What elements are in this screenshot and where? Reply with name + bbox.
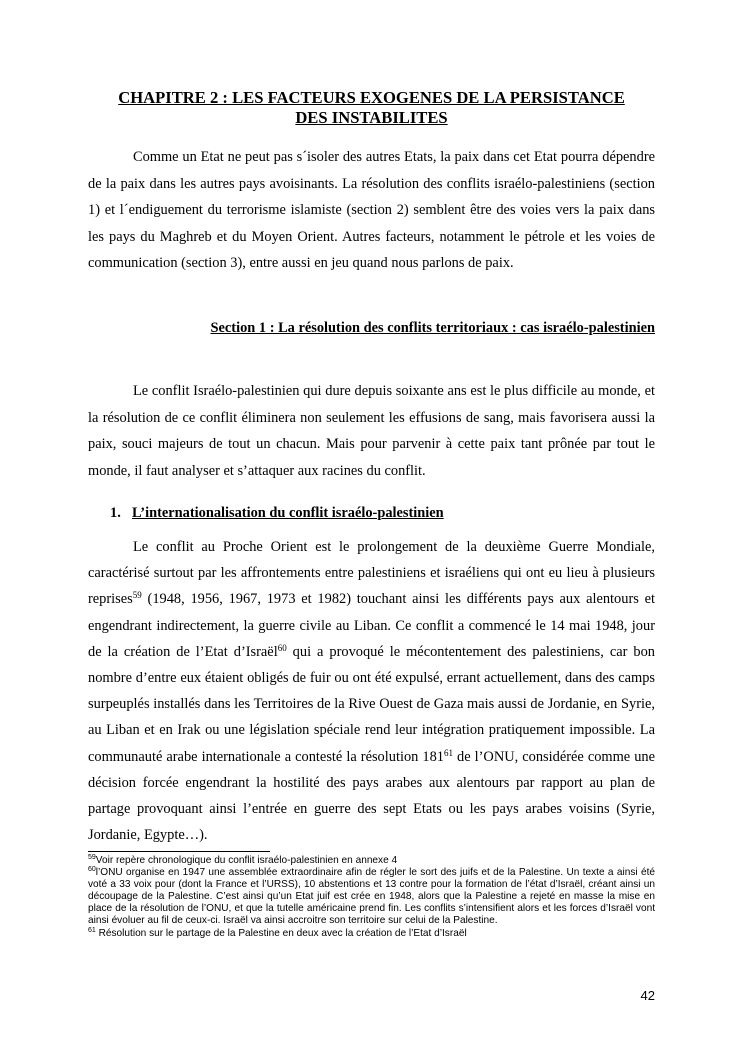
body-text-part-4: de l’ONU, considérée comme une décision forcée engendrant la hostilité des pays arabes aux alentours par rapport au plan de partage provoquant ainsi l’entrée en guerre des sept Etats ou les pays arabes voisins (Syrie, Jordanie, Egypte…). <box>88 748 655 844</box>
footnote-number: 59 <box>88 854 96 861</box>
footnotes <box>88 855 655 940</box>
section-heading: Section 1 : La résolution des conflits territoriaux : cas israélo-palestinien <box>210 320 655 336</box>
footnote-text: l’ONU organise en 1947 une assemblée extraordinaire afin de régler le sort des juifs et de la Palestine. Un texte a ainsi été voté a 33 voix pour (dont la France et l’URSS), 10 abstentions et 13 contre pour la formation de l’état d’Israël, créant ainsi un découpage de la Palestine. C’est ainsi qu’un Etat juif est crée en 1948, alors que la Palestine a rejeté en masse la mise en place de la résolution de l’ONU, et que la tutelle américaine prend fin. Les conflits s’intensifient alors et les forces d’Israël vont ainsi évoluer au fil de ceux-ci. Israël va ainsi accroitre son territoire sur celui de la Palestine. <box>88 867 655 927</box>
footnote-ref-60[interactable]: 60 <box>277 642 287 653</box>
footnote-ref-61[interactable]: 61 <box>443 747 453 758</box>
subheading-text: L’internationalisation du conflit israélo-palestinien <box>132 505 444 521</box>
footnote-text: Voir repère chronologique du conflit israélo-palestinien en annexe 4 <box>95 855 398 866</box>
footnote-separator <box>88 851 270 852</box>
subheading-number: 1. <box>110 505 121 521</box>
footnote-number: 60 <box>88 866 96 874</box>
intro-paragraph: Comme un Etat ne peut pas s´isoler des autres Etats, la paix dans cet Etat pourra dépendre de la paix dans les autres pays avoisinants. La résolution des conflits israélo-palestiniens (section 1) et l´endiguement du terrorisme islamiste (section 2) semblent être des voies vers la paix dans les pays du Maghreb et du Moyen Orient. Autres facteurs, notamment le pétrole et les voies de communication (section 3), entre aussi en jeu quand nous parlons de paix. <box>88 149 655 272</box>
body-text-part-3: qui a provoqué le mécontentement des palestiniens, car bon nombre d’entre eux étaient obligés de fuir ou ont été expulsé, errant actuellement, dans des camps surpeuplés installés dans les Territoires de la Rive Ouest de Gaza mais aussi de Jordanie, en Syrie, au Liban et en Irak ou une législation spéciale rend leur intégration pratiquement impossible. La communauté arabe internationale a contesté la résolution 181 <box>88 643 655 765</box>
footnote-60 <box>88 867 655 927</box>
body-text-part-1: Le conflit au Proche Orient est le prolongement de la deuxième Guerre Mondiale, caractérisé surtout par les affrontements entre palestiniens et israéliens qui ont eu lieu à plusieurs reprises <box>88 539 655 608</box>
footnote-61 <box>88 928 655 940</box>
footnote-text: Résolution sur le partage de la Palestine en deux avec la création de l’Etat d’Israël <box>95 927 467 939</box>
subheading <box>110 504 610 522</box>
chapter-title <box>88 88 655 128</box>
body-paragraph <box>88 534 655 848</box>
footnote-number: 61 <box>88 926 96 934</box>
body-text-part-2: (1948, 1956, 1967, 1973 et 1982) touchant ainsi les différents pays aux alentours et engendrant indirectement, la guerre civile au Liban. Ce conflit a commencé le 14 mai 1948, jour de la création de l’Etat d’Israël <box>88 591 655 660</box>
section-paragraph: Le conflit Israélo-palestinien qui dure depuis soixante ans est le plus difficile au monde, et la résolution de ce conflit éliminera non seulement les effusions de sang, mais favorisera aussi la paix, souci majeurs de tout un chacun. Mais pour parvenir à cette paix tant prônée par tout le monde, il faut analyser et s’attaquer aux racines du conflit. <box>88 383 655 479</box>
chapter-title-line-2: DES INSTABILITES <box>295 108 448 127</box>
footnote-ref-59[interactable]: 59 <box>132 590 142 601</box>
chapter-title-line-1: CHAPITRE 2 : LES FACTEURS EXOGENES DE LA PERSISTANCE <box>118 88 625 107</box>
footnote-59 <box>88 855 655 867</box>
page-number: 42 <box>640 988 655 1003</box>
